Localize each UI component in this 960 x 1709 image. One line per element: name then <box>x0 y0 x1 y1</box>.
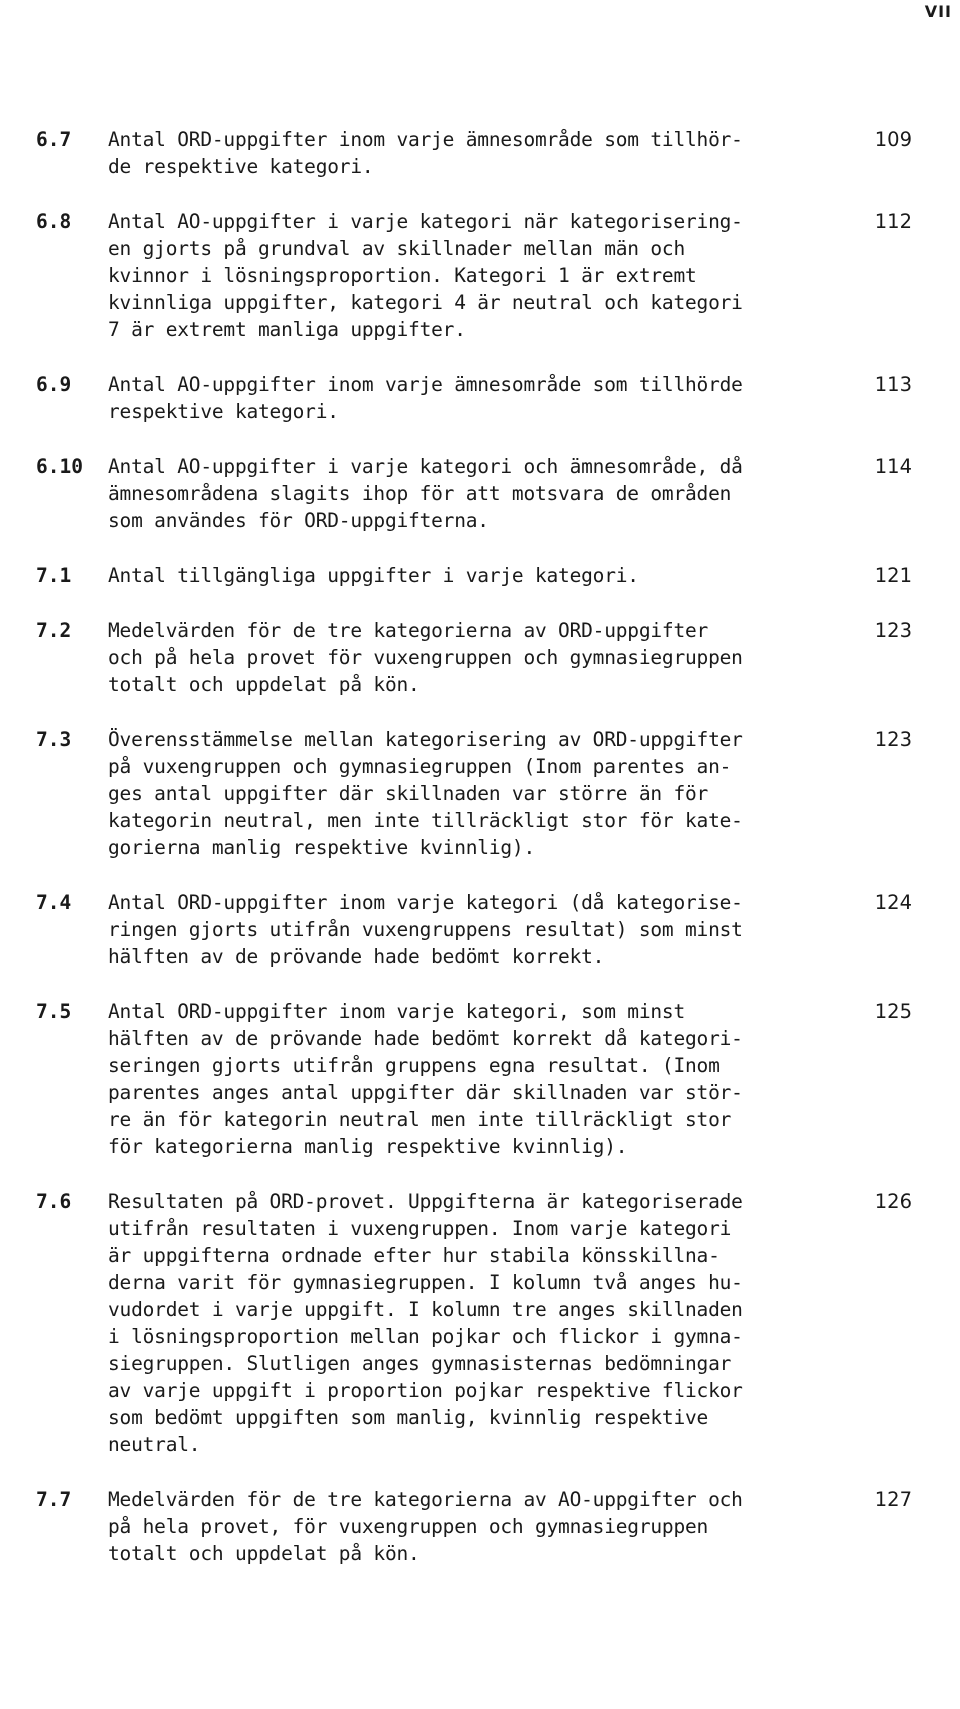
entry-line: Antal ORD-uppgifter inom varje kategori, som minst <box>108 1000 685 1023</box>
entry-line: Antal AO-uppgifter i varje kategori när kategorisering- <box>108 210 743 233</box>
entry-text <box>108 726 798 861</box>
entry-number: 7.3 <box>36 728 72 751</box>
entry-text <box>108 453 798 534</box>
list-item <box>36 453 916 534</box>
list-item <box>36 889 916 970</box>
entry-page-number: 114 <box>874 455 912 478</box>
entry-page-number: 113 <box>874 373 912 396</box>
entry-page-number: 121 <box>874 564 912 587</box>
entry-line: kategorin neutral, men inte tillräckligt stor för kate- <box>108 809 743 832</box>
entry-line: Resultaten på ORD-provet. Uppgifterna är kategoriserade <box>108 1190 743 1213</box>
entry-line: seringen gjorts utifrån gruppens egna resultat. (Inom <box>108 1054 720 1077</box>
entry-text <box>108 617 798 698</box>
entry-page-number: 112 <box>874 210 912 233</box>
entry-line: Antal AO-uppgifter inom varje ämnesområde som tillhörde <box>108 373 743 396</box>
entry-line: kvinnliga uppgifter, kategori 4 är neutral och kategori <box>108 291 743 314</box>
entry-line: totalt och uppdelat på kön. <box>108 673 420 696</box>
entry-line: siegruppen. Slutligen anges gymnasisternas bedömningar <box>108 1352 732 1375</box>
entry-line: kvinnor i lösningsproportion. Kategori 1 är extremt <box>108 264 697 287</box>
entry-page-number: 127 <box>874 1488 912 1511</box>
entry-line: på hela provet, för vuxengruppen och gymnasiegruppen <box>108 1515 709 1538</box>
entry-page-number: 109 <box>874 128 912 151</box>
entry-line: Medelvärden för de tre kategorierna av ORD-uppgifter <box>108 619 709 642</box>
entry-line: derna varit för gymnasiegruppen. I kolumn två anges hu- <box>108 1271 743 1294</box>
entry-page-number: 126 <box>874 1190 912 1213</box>
entry-line: Antal ORD-uppgifter inom varje ämnesområde som tillhör- <box>108 128 743 151</box>
entry-line: är uppgifterna ordnade efter hur stabila könsskillna- <box>108 1244 720 1267</box>
entry-line: neutral. <box>108 1433 201 1456</box>
entry-text <box>108 889 798 970</box>
entry-line: ämnesområdena slagits ihop för att motsvara de områden <box>108 482 732 505</box>
entry-line: ringen gjorts utifrån vuxengruppens resultat) som minst <box>108 918 743 941</box>
entry-number: 6.7 <box>36 128 72 151</box>
entry-line: respektive kategori. <box>108 400 339 423</box>
entry-line: på vuxengruppen och gymnasiegruppen (Inom parentes an- <box>108 755 732 778</box>
entry-text <box>108 1188 798 1458</box>
entry-number: 6.10 <box>36 455 83 478</box>
list-item <box>36 208 916 343</box>
entry-page-number: 125 <box>874 1000 912 1023</box>
entry-number: 6.8 <box>36 210 72 233</box>
entry-page-number: 124 <box>874 891 912 914</box>
entry-number: 7.7 <box>36 1488 72 1511</box>
entry-line: parentes anges antal uppgifter där skillnaden var stör- <box>108 1081 743 1104</box>
entry-line: hälften av de prövande hade bedömt korrekt. <box>108 945 605 968</box>
entry-line: de respektive kategori. <box>108 155 374 178</box>
entry-line: ges antal uppgifter där skillnaden var större än för <box>108 782 709 805</box>
entry-text <box>108 1486 798 1567</box>
entry-line: re än för kategorin neutral men inte tillräckligt stor <box>108 1108 732 1131</box>
entry-number: 6.9 <box>36 373 72 396</box>
page-number: VII <box>924 2 952 21</box>
entry-line: totalt och uppdelat på kön. <box>108 1542 420 1565</box>
entry-line: gorierna manlig respektive kvinnlig). <box>108 836 535 859</box>
entry-line: och på hela provet för vuxengruppen och gymnasiegruppen <box>108 646 743 669</box>
entry-text <box>108 998 798 1160</box>
entry-line: hälften av de prövande hade bedömt korrekt då kategori- <box>108 1027 743 1050</box>
entry-line: Antal tillgängliga uppgifter i varje kategori. <box>108 564 639 587</box>
entry-number: 7.1 <box>36 564 72 587</box>
entry-line: i lösningsproportion mellan pojkar och flickor i gymna- <box>108 1325 743 1348</box>
list-item <box>36 1188 916 1458</box>
list-item <box>36 126 916 180</box>
list-item <box>36 371 916 425</box>
entry-page-number: 123 <box>874 619 912 642</box>
entry-line: av varje uppgift i proportion pojkar respektive flickor <box>108 1379 743 1402</box>
list-item <box>36 726 916 861</box>
entry-page-number: 123 <box>874 728 912 751</box>
entry-line: Medelvärden för de tre kategorierna av AO-uppgifter och <box>108 1488 743 1511</box>
list-item <box>36 562 916 589</box>
entry-line: som användes för ORD-uppgifterna. <box>108 509 489 532</box>
entry-text <box>108 208 798 343</box>
entry-number: 7.5 <box>36 1000 72 1023</box>
entry-line: vudordet i varje uppgift. I kolumn tre anges skillnaden <box>108 1298 743 1321</box>
list-item <box>36 998 916 1160</box>
entry-line: Antal AO-uppgifter i varje kategori och ämnesområde, då <box>108 455 743 478</box>
entry-line: utifrån resultaten i vuxengruppen. Inom varje kategori <box>108 1217 732 1240</box>
entry-text <box>108 562 798 589</box>
list-item <box>36 1486 916 1567</box>
entry-number: 7.2 <box>36 619 72 642</box>
entry-line: Överensstämmelse mellan kategorisering av ORD-uppgifter <box>108 728 743 751</box>
entry-text <box>108 371 798 425</box>
entry-text <box>108 126 798 180</box>
entry-line: som bedömt uppgiften som manlig, kvinnlig respektive <box>108 1406 709 1429</box>
entry-line: en gjorts på grundval av skillnader mellan män och <box>108 237 685 260</box>
entry-line: 7 är extremt manliga uppgifter. <box>108 318 466 341</box>
entry-line: Antal ORD-uppgifter inom varje kategori (då kategorise- <box>108 891 743 914</box>
list-item <box>36 617 916 698</box>
entry-line: för kategorierna manlig respektive kvinnlig). <box>108 1135 628 1158</box>
entry-number: 7.6 <box>36 1190 72 1213</box>
entry-number: 7.4 <box>36 891 72 914</box>
table-of-tables-list <box>36 126 916 1595</box>
